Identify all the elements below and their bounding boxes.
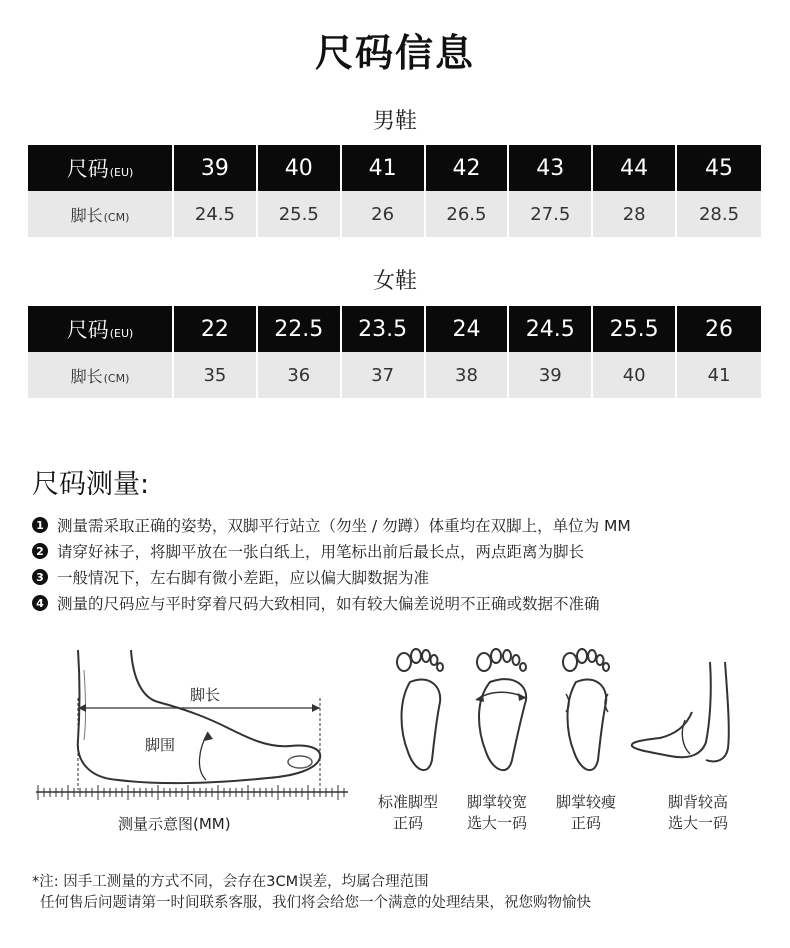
men-length-cell: 28.5 xyxy=(677,191,761,237)
footnote-line: 任何售后问题请第一时间联系客服，我们将会给您一个满意的处理结果，祝您购物愉快 xyxy=(40,895,591,911)
men-size-table xyxy=(28,145,761,237)
women-size-cell: 26 xyxy=(677,306,761,352)
men-size-header: 尺码(EU) xyxy=(28,145,174,191)
women-length-row xyxy=(28,352,761,398)
men-size-cell: 42 xyxy=(426,145,510,191)
note-text: 测量的尺码应与平时穿着尺码大致相同，如有较大偏差说明不正确或数据不准确 xyxy=(57,595,600,613)
note-item xyxy=(32,538,772,564)
women-length-cell: 39 xyxy=(509,352,593,398)
women-length-cell: 37 xyxy=(342,352,426,398)
men-section-title: 男鞋 xyxy=(372,109,417,134)
standard-foot-icon xyxy=(397,649,443,770)
note-item xyxy=(32,512,772,538)
men-length-cell: 27.5 xyxy=(509,191,593,237)
women-length-cell: 36 xyxy=(258,352,342,398)
men-length-row xyxy=(28,191,761,237)
women-length-cell: 38 xyxy=(426,352,510,398)
number-badge: 4 xyxy=(32,595,48,611)
foot-type-caption: 脚背较高 选大一码 xyxy=(668,793,729,832)
footnote-line: *注: 因手工测量的方式不同，会存在3CM误差，均属合理范围 xyxy=(32,874,429,890)
number-badge: 3 xyxy=(32,569,48,585)
note-item xyxy=(32,590,772,616)
men-size-cell: 41 xyxy=(342,145,426,191)
women-length-cell: 35 xyxy=(174,352,258,398)
foot-girth-label: 脚围 xyxy=(145,736,176,754)
page-title: 尺码信息 xyxy=(314,31,475,75)
wide-foot-icon xyxy=(476,649,526,770)
measure-title: 尺码测量: xyxy=(32,469,150,500)
foot-type-icons xyxy=(380,642,750,782)
women-section-title: 女鞋 xyxy=(372,269,417,294)
number-badge: 1 xyxy=(32,517,48,533)
men-size-cell: 44 xyxy=(593,145,677,191)
men-length-header: 脚长(CM) xyxy=(28,191,174,237)
men-size-cell: 39 xyxy=(174,145,258,191)
women-length-cell: 41 xyxy=(677,352,761,398)
women-size-cell: 23.5 xyxy=(342,306,426,352)
foot-type-caption: 标准脚型 正码 xyxy=(378,793,439,832)
measure-notes xyxy=(32,512,772,616)
foot-type-caption: 脚掌较宽 选大一码 xyxy=(467,793,528,832)
note-text: 一般情况下，左右脚有微小差距，应以偏大脚数据为准 xyxy=(57,569,430,587)
men-length-cell: 25.5 xyxy=(258,191,342,237)
women-length-cell: 40 xyxy=(593,352,677,398)
men-length-cell: 26 xyxy=(342,191,426,237)
note-item xyxy=(32,564,772,590)
note-text: 请穿好袜子，将脚平放在一张白纸上，用笔标出前后最长点，两点距离为脚长 xyxy=(57,543,585,561)
foot-type-caption: 脚掌较瘦 正码 xyxy=(556,793,617,832)
men-length-cell: 24.5 xyxy=(174,191,258,237)
women-size-cell: 25.5 xyxy=(593,306,677,352)
women-size-cell: 22.5 xyxy=(258,306,342,352)
high-instep-foot-icon xyxy=(632,662,729,762)
men-size-row xyxy=(28,145,761,191)
note-text: 测量需采取正确的姿势，双脚平行站立（勿坐 / 勿蹲）体重均在双脚上，单位为 MM xyxy=(57,517,631,535)
women-length-header: 脚长(CM) xyxy=(28,352,174,398)
men-length-cell: 26.5 xyxy=(426,191,510,237)
women-size-cell: 24 xyxy=(426,306,510,352)
footnote xyxy=(32,872,591,914)
women-size-cell: 24.5 xyxy=(509,306,593,352)
foot-measure-diagram xyxy=(28,640,358,805)
men-size-cell: 45 xyxy=(677,145,761,191)
thin-foot-icon xyxy=(563,649,609,770)
number-badge: 2 xyxy=(32,543,48,559)
women-size-header: 尺码(EU) xyxy=(28,306,174,352)
men-length-cell: 28 xyxy=(593,191,677,237)
men-size-cell: 40 xyxy=(258,145,342,191)
diagram-caption: 测量示意图(MM) xyxy=(118,815,231,833)
women-size-table xyxy=(28,306,761,398)
foot-length-label: 脚长 xyxy=(190,686,221,704)
men-size-cell: 43 xyxy=(509,145,593,191)
women-size-cell: 22 xyxy=(174,306,258,352)
women-size-row xyxy=(28,306,761,352)
